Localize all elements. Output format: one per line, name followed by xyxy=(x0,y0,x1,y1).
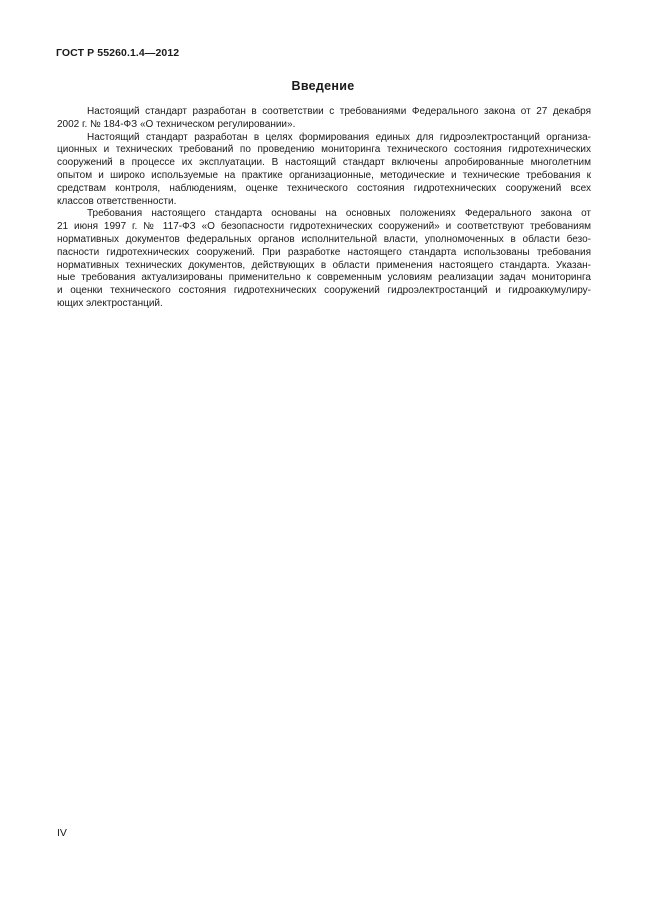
paragraph-line: средствам контроля, наблюдениям, оценке технического состояния гидротехнических сооружений всех xyxy=(57,182,591,194)
paragraph-3 xyxy=(57,208,591,310)
paragraph-1 xyxy=(57,106,591,132)
section-title: Введение xyxy=(291,79,355,93)
paragraph-line: Требования настоящего стандарта основаны на основных положениях Федерального закона от xyxy=(87,208,591,220)
paragraph-line: и оценки технического состояния гидротехнических сооружений гидроэлектростанций и гидроаккумулиру- xyxy=(57,285,591,297)
paragraph-line: нормативных технических документов, действующих в области применения настоящего стандарта. Указан- xyxy=(57,259,591,271)
paragraph-line: Настоящий стандарт разработан в соответствии с требованиями Федерального закона от 27 декабря xyxy=(87,106,591,117)
paragraph-line: Настоящий стандарт разработан в целях формирования единых для гидроэлектростанций организа- xyxy=(87,131,591,143)
paragraph-2 xyxy=(57,132,591,209)
standard-code-header: ГОСТ Р 55260.1.4—2012 xyxy=(56,47,180,59)
page-number: IV xyxy=(57,827,67,839)
paragraph-line: ющих электростанций. xyxy=(57,297,163,309)
paragraph-line: ционных и технических требований по проведению мониторинга технического состояния гидротехнических xyxy=(57,144,591,156)
paragraph-line: 2002 г. № 184-ФЗ «О техническом регулировании». xyxy=(57,118,296,130)
introduction-body xyxy=(57,106,591,311)
paragraph-line: нормативных документов федеральных органов исполнительной власти, уполномоченных в области безо- xyxy=(57,233,591,245)
paragraph-line: классов ответственности. xyxy=(57,195,177,207)
paragraph-line: сооружений в процессе их эксплуатации. В настоящий стандарт включены апробированные многолетним xyxy=(57,157,591,169)
paragraph-line: опытом и широко используемые на практике организационные, методические и технические требования к xyxy=(57,169,591,181)
paragraph-line: пасности гидротехнических сооружений. При разработке настоящего стандарта использованы требования xyxy=(57,246,591,258)
paragraph-line: ные требования актуализированы применительно к современным условиям реализации задач мониторинга xyxy=(57,272,591,284)
paragraph-line: 21 июня 1997 г. № 117-ФЗ «О безопасности гидротехнических сооружений» и соответствуют требованиям xyxy=(57,221,591,233)
